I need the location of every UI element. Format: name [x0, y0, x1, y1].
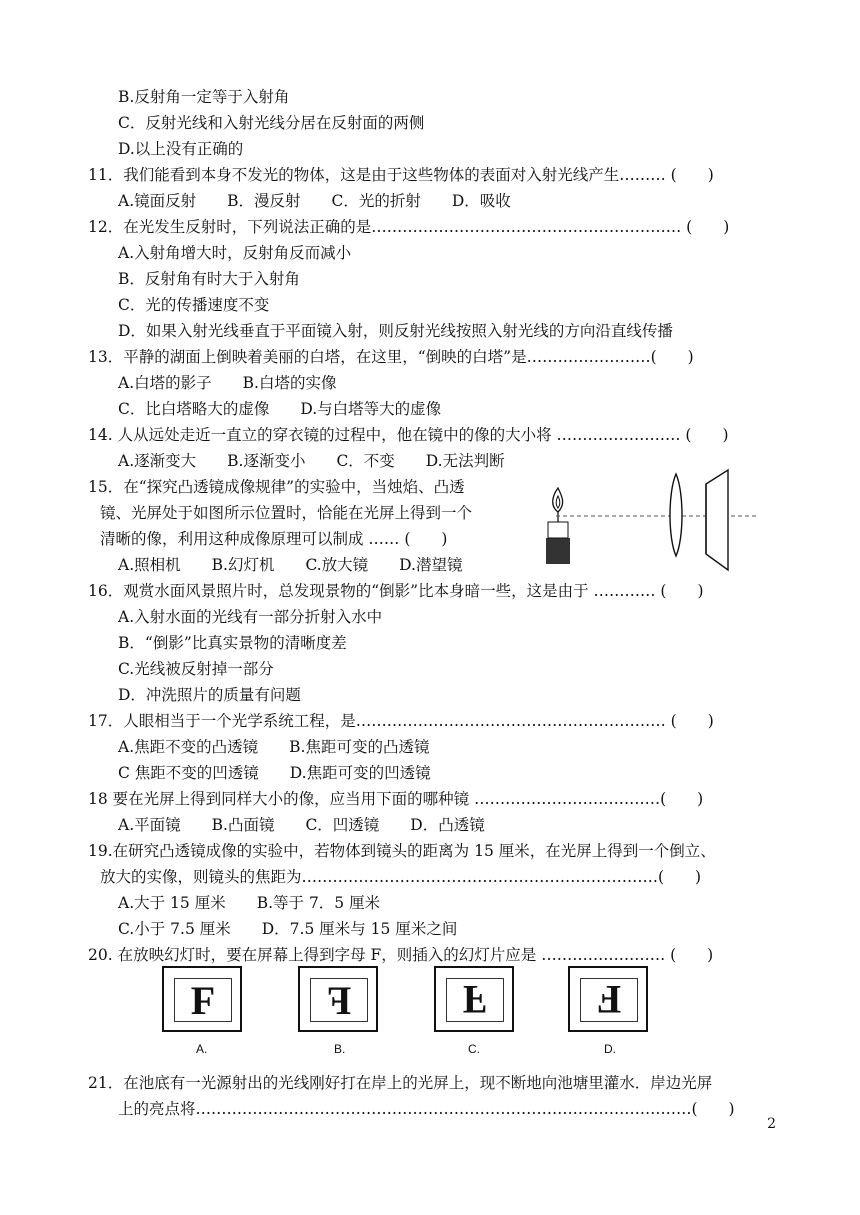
- question-17: 17．人眼相当于一个光学系统工程，是…………………………………………………… ( ): [88, 712, 714, 730]
- slide-caption: B.: [334, 1042, 346, 1056]
- question-13: 13．平静的湖面上倒映着美丽的白塔，在这里，“倒映的白塔”是……………………( ): [88, 348, 694, 366]
- slide-caption: D.: [604, 1042, 616, 1056]
- option: B．“倒影”比真实景物的清晰度差: [118, 634, 347, 652]
- slide-caption: C.: [468, 1042, 480, 1056]
- options-11: A.镜面反射 B．漫反射 C．光的折射 D．吸收: [118, 192, 511, 210]
- letter-f-mirrored: F: [310, 978, 368, 1022]
- option: C 焦距不变的凹透镜 D.焦距可变的凹透镜: [118, 764, 431, 782]
- letter-f-rotated: F: [580, 978, 638, 1022]
- question-14: 14. 人从远处走近一直立的穿衣镜的过程中，他在镜中的像的大小将 …………………… ( ): [88, 426, 729, 444]
- slide-option-d: [568, 966, 648, 1032]
- option: B．反射角有时大于入射角: [118, 270, 300, 288]
- optics-bench-figure: [536, 468, 762, 574]
- convex-lens-icon: [670, 474, 682, 556]
- page-number: 2: [767, 1116, 776, 1132]
- question-19-cont: 放大的实像，则镜头的焦距为……………………………………………………………( ): [100, 868, 702, 886]
- option: A.白塔的影子 B.白塔的实像: [118, 374, 337, 392]
- option: C．比白塔略大的虚像 D.与白塔等大的虚像: [118, 400, 442, 418]
- options-15: A.照相机 B.幻灯机 C.放大镜 D.潜望镜: [118, 556, 463, 574]
- option: C．光的传播速度不变: [118, 296, 270, 314]
- question-21: 21．在池底有一光源射出的光线刚好打在岸上的光屏上，现不断地向池塘里灌水．岸边光屏: [88, 1074, 713, 1092]
- question-20: 20. 在放映幻灯时，要在屏幕上得到字母 F，则插入的幻灯片应是 …………………… ( ): [88, 946, 714, 964]
- question-16: 16．观赏水面风景照片时，总发现景物的“倒影”比本身暗一些，这是由于 ………… ( ): [88, 582, 704, 600]
- option: A.入射水面的光线有一部分折射入水中: [118, 608, 383, 626]
- letter-f-flipped: F: [446, 978, 504, 1022]
- light-screen-icon: [706, 470, 728, 570]
- question-12: 12．在光发生反射时，下列说法正确的是…………………………………………………… ( ): [88, 218, 730, 236]
- question-15-cont: 镜、光屏处于如图所示位置时，恰能在光屏上得到一个: [100, 504, 473, 522]
- options-14: A.逐渐变大 B.逐渐变小 C．不变 D.无法判断: [118, 452, 505, 470]
- option: C.光线被反射掉一部分: [118, 660, 274, 678]
- letter-f: F: [174, 978, 232, 1022]
- question-19: 19.在研究凸透镜成像的实验中，若物体到镜头的距离为 15 厘米，在光屏上得到一个倒立、: [88, 842, 716, 860]
- option: A.焦距不变的凸透镜 B.焦距可变的凸透镜: [118, 738, 430, 756]
- question-15-cont: 清晰的像，利用这种成像原理可以制成 …… ( ): [100, 530, 448, 548]
- question-21-cont: 上的亮点将……………………………………………………………………………………( ): [118, 1100, 735, 1118]
- option: A.入射角增大时，反射角反而减小: [118, 244, 352, 262]
- candle-icon: [546, 488, 570, 564]
- text-line: C．反射光线和入射光线分居在反射面的两侧: [118, 114, 425, 132]
- option: D．如果入射光线垂直于平面镜入射，则反射光线按照入射光线的方向沿直线传播: [118, 322, 673, 340]
- question-11: 11．我们能看到本身不发光的物体，这是由于这些物体的表面对入射光线产生……… ( ): [88, 166, 714, 184]
- option: D．冲洗照片的质量有问题: [118, 686, 301, 704]
- slide-option-a: [162, 966, 242, 1032]
- option: A.大于 15 厘米 B.等于 7．5 厘米: [118, 894, 381, 912]
- option: C.小于 7.5 厘米 D．7.5 厘米与 15 厘米之间: [118, 920, 458, 938]
- question-18: 18 要在光屏上得到同样大小的像，应当用下面的哪种镜 ………………………………( ): [88, 790, 704, 808]
- question-15: 15．在“探究凸透镜成像规律”的实验中，当烛焰、凸透: [88, 478, 465, 496]
- text-line: D.以上没有正确的: [118, 140, 244, 158]
- text-line: B.反射角一定等于入射角: [118, 88, 290, 106]
- slide-option-b: [298, 966, 378, 1032]
- slide-caption: A.: [196, 1042, 208, 1056]
- options-18: A.平面镜 B.凸面镜 C．凹透镜 D．凸透镜: [118, 816, 485, 834]
- slide-option-c: [434, 966, 514, 1032]
